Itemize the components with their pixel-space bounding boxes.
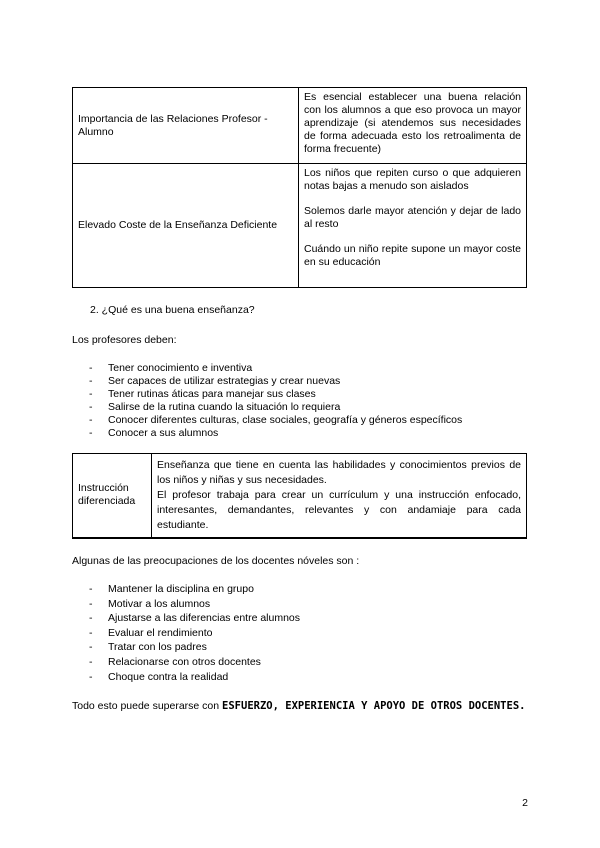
description-paragraph: Cuándo un niño repite supone un mayor coste en su educación (304, 243, 521, 268)
conclusion-emphasis: ESFUERZO, EXPERIENCIA Y APOYO DE OTROS DOCENTES. (222, 700, 526, 712)
list-item: - Ajustarse a las diferencias entre alumnos (89, 611, 529, 626)
table-row (73, 454, 527, 538)
conclusion-paragraph (72, 699, 527, 714)
description-paragraph: Es esencial establecer una buena relación con los alumnos a que eso provoca un mayor aprendizaje (si atendemos sus necesidades de forma adecuada esto los retroalimenta de forma frecuente) (304, 91, 521, 155)
section-heading: 2. ¿Qué es una buena enseñanza? (90, 304, 255, 316)
teacher-requirements-list (89, 362, 529, 440)
description-paragraph: Los niños que repiten curso o que adquieren notas bajas a menudo son aislados (304, 167, 521, 192)
description-line: El profesor trabaja para crear un currículum y una instrucción enfocado, interesantes, demandantes, relevantes y con andamiaje para cada estudiante. (157, 488, 521, 531)
definition-table (72, 453, 527, 539)
intro-text: Los profesores deben: (72, 334, 177, 346)
intro-text: Algunas de las preocupaciones de los docentes nóveles son : (72, 555, 360, 567)
list-item: - Ser capaces de utilizar estrategias y crear nuevas (89, 375, 529, 388)
table-cell-description (299, 164, 527, 288)
table-cell-term: Importancia de las Relaciones Profesor - Alumno (73, 88, 299, 164)
table-row (73, 164, 527, 288)
conclusion-text: Todo esto puede superarse con (72, 700, 223, 712)
list-item: - Choque contra la realidad (89, 670, 529, 685)
list-item: - Tener rutinas áticas para manejar sus clases (89, 388, 529, 401)
concerns-list (89, 582, 529, 684)
list-item: - Conocer diferentes culturas, clase sociales, geografía y géneros específicos (89, 414, 529, 427)
list-item: - Relacionarse con otros docentes (89, 655, 529, 670)
table-cell-term: Instrucción diferenciada (73, 454, 152, 538)
list-item: - Conocer a sus alumnos (89, 427, 529, 440)
table-cell-description (299, 88, 527, 164)
table-row (73, 88, 527, 164)
description-paragraph: Solemos darle mayor atención y dejar de lado al resto (304, 205, 521, 230)
list-item: - Tener conocimiento e inventiva (89, 362, 529, 375)
page-number: 2 (522, 797, 528, 809)
concepts-table (72, 87, 527, 288)
list-item: - Salirse de la rutina cuando la situación lo requiera (89, 401, 529, 414)
table-cell-term: Elevado Coste de la Enseñanza Deficiente (73, 164, 299, 288)
list-item: - Evaluar el rendimiento (89, 626, 529, 641)
table-cell-description (152, 454, 527, 538)
list-item: - Tratar con los padres (89, 640, 529, 655)
description-line: Enseñanza que tiene en cuenta las habilidades y conocimientos previos de los niños y niñas y sus necesidades. (157, 458, 521, 486)
list-item: - Motivar a los alumnos (89, 597, 529, 612)
list-item: - Mantener la disciplina en grupo (89, 582, 529, 597)
